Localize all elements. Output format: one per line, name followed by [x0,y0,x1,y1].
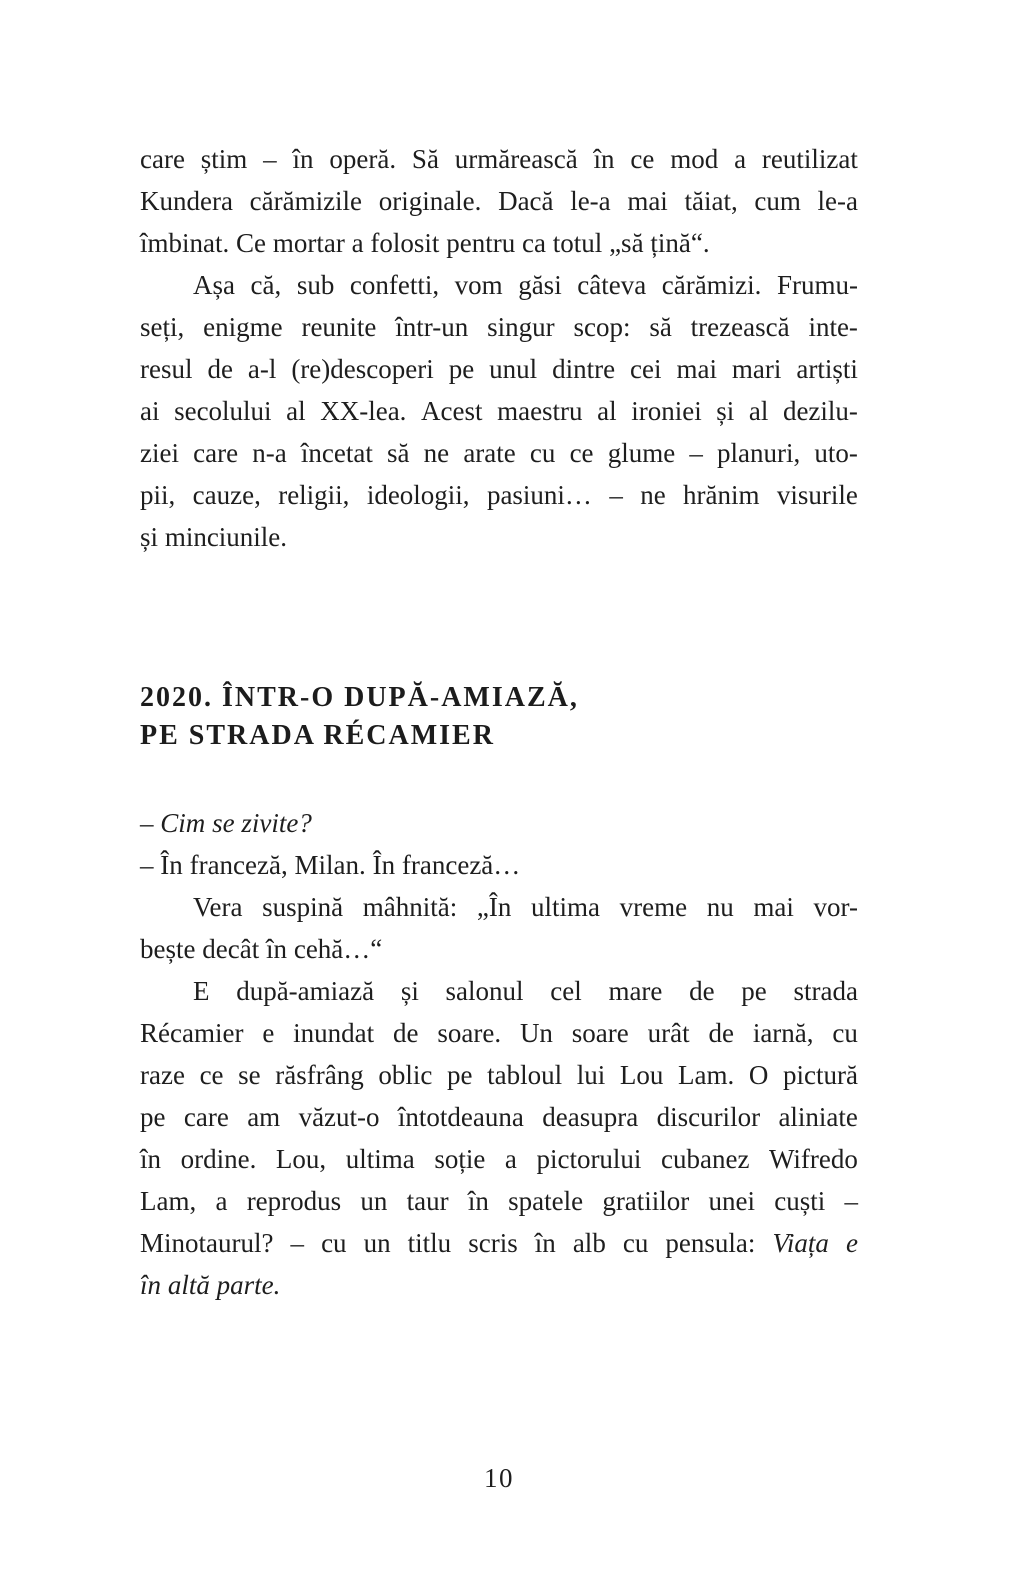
word: urât [647,1018,690,1048]
word: Acest [421,396,483,426]
word: cauze, [192,480,261,510]
text-line [140,348,858,390]
word: a [215,1186,228,1216]
section-heading [140,679,858,755]
word: țină“. [650,228,710,258]
word: ultima [531,892,600,922]
word: și [140,522,159,552]
word: cu [832,1018,858,1048]
paragraph-vera [140,886,858,970]
word: artiști [796,354,858,384]
word: în [140,1144,162,1174]
word: Kundera [140,186,233,216]
word: a-l [247,354,277,384]
word: Milan. [294,850,366,880]
word: soare [571,1018,629,1048]
word: mortar [272,228,345,258]
word: vom [454,270,503,300]
word: unul [489,354,538,384]
word: care [140,144,185,174]
word: glume [607,438,676,468]
word: iarnă, [752,1018,814,1048]
word: pictorului [536,1144,642,1174]
word: îmbinat. [140,228,230,258]
word: mai [627,186,668,216]
word: E [193,976,210,1006]
word: cărămizile [249,186,363,216]
word: al [748,396,769,426]
word: folosit [370,228,440,258]
word: hrănim [683,480,760,510]
word: pictură [782,1060,858,1090]
paragraph-opening [140,138,858,264]
word: într-un [395,312,469,342]
word: inte- [808,312,858,342]
word: uto- [814,438,858,468]
word: tabloul [487,1060,563,1090]
word: știm [200,144,248,174]
word: și [400,976,419,1006]
text-line [140,802,858,844]
word: pe [448,354,475,384]
text-line [140,1012,858,1054]
text-line [140,1096,858,1138]
word: Minotaurul? [140,1228,274,1258]
text-line [140,1054,858,1096]
word: bește [140,934,196,964]
word: cubanez [661,1144,750,1174]
word: lui [576,1060,606,1090]
word: se [212,808,235,838]
word: cu [622,1228,649,1258]
word: reutilizat [761,144,858,174]
word: întotdeauna [397,1102,524,1132]
section-heading-line-2: PE STRADA RÉCAMIER [140,720,495,751]
word: totul [552,228,603,258]
word: XX-lea. [320,396,407,426]
word: În [372,850,396,880]
word: mai [753,892,794,922]
word: cum [754,186,801,216]
word: Cim [160,808,206,838]
section-heading-line-1: 2020. ÎNTR-O DUPĂ-AMIAZĂ, [140,682,579,713]
word: în [593,144,615,174]
word: minciunile. [164,522,288,552]
dialogue-lines [140,802,858,886]
word: suspină [262,892,344,922]
word: resul [140,354,193,384]
word: – [609,480,623,510]
word: al [597,396,617,426]
word: originale. [378,186,482,216]
word: ce [630,144,655,174]
word: ultima [345,1144,415,1174]
word: altă [167,1270,210,1300]
word: vreme [619,892,688,922]
word: confetti, [349,270,440,300]
word: pii, [140,480,176,510]
word: mod [670,144,719,174]
word: – [844,1186,858,1216]
word: În [160,850,183,880]
word: să [649,312,672,342]
word: Să [411,144,439,174]
word: – [140,850,154,880]
word: unei [708,1186,756,1216]
text-line [140,264,858,306]
word: dezilu- [782,396,858,426]
text-line [140,474,858,516]
word: deasupra [542,1102,639,1132]
word: cuști [774,1186,826,1216]
word: – [689,438,703,468]
word: se [238,1060,261,1090]
word: ce [569,438,594,468]
text-line [140,1264,858,1306]
word: cehă…“ [293,934,383,964]
word: în [292,144,314,174]
word: de [393,1018,419,1048]
word: Viața [772,1228,829,1258]
word: în [467,1186,489,1216]
word: soare. [437,1018,502,1048]
word: Vera [193,892,243,922]
word: zivite? [241,808,312,838]
paragraph-confetti [140,264,858,558]
word: mai [676,354,717,384]
word: pasiuni… [486,480,592,510]
word: ce [199,1060,224,1090]
word: mare [608,976,663,1006]
text-line [140,516,858,558]
word: secolului [174,396,272,426]
word: „să [609,228,644,258]
word: (re)descoperi [291,354,434,384]
word: Lam, [140,1186,197,1216]
word: Lou, [275,1144,327,1174]
word: Un [519,1018,553,1048]
word: e [845,1228,858,1258]
text-line [140,1180,858,1222]
word: Lam. [678,1060,735,1090]
text-line [140,1138,858,1180]
page-number: 10 [484,1463,514,1493]
word: cel [550,976,582,1006]
text-line [140,844,858,886]
text-line [140,180,858,222]
word: pentru [446,228,516,258]
word: taur [406,1186,449,1216]
word: a [351,228,364,258]
word: – [140,808,154,838]
word: dintre [552,354,616,384]
word: Lou [619,1060,664,1090]
word: arate [463,438,516,468]
word: scris [468,1228,518,1258]
word: cărămizi. [661,270,762,300]
word: am [247,1102,281,1132]
word: pensula: [665,1228,756,1258]
word: Wifredo [769,1144,858,1174]
word: religii, [278,480,350,510]
word: visurile [776,480,858,510]
word: ca [522,228,546,258]
text-line [140,138,858,180]
word: le-a [570,186,611,216]
word: O [748,1060,769,1090]
word: un [360,1186,388,1216]
word: vor- [813,892,858,922]
word: un [363,1228,391,1258]
text-block [140,138,858,1499]
word: ideologii, [366,480,470,510]
text-line [140,432,858,474]
word: mari [731,354,782,384]
word: operă. [329,144,397,174]
word: răsfrâng [275,1060,364,1090]
word: că, [250,270,282,300]
word: pe [741,976,767,1006]
word: ordine. [180,1144,257,1174]
word: parte. [216,1270,281,1300]
word: le-a [817,186,858,216]
word: ai [140,396,160,426]
word: văzut-o [298,1102,380,1132]
word: inundat [293,1018,375,1048]
word: Ce [236,228,267,258]
word: ziei [140,438,179,468]
word: de [708,1018,734,1048]
word: pe [140,1102,166,1132]
word: care [193,438,239,468]
text-line [140,390,858,432]
word: enigme [203,312,283,342]
word: alb [572,1228,606,1258]
word: decât [202,934,260,964]
word: discurilor [656,1102,761,1132]
text-line [140,222,858,264]
word: Dacă [498,186,554,216]
word: în [140,1270,162,1300]
word: sub [296,270,335,300]
word: franceză… [401,850,521,880]
word: trezească [690,312,790,342]
word: după-amiază [236,976,375,1006]
word: în [266,934,288,964]
word: ironiei [631,396,702,426]
word: seți, [140,312,185,342]
text-line [140,306,858,348]
word: a [734,144,747,174]
word: cu [321,1228,347,1258]
word: reunite [301,312,377,342]
word: de [689,976,715,1006]
word: Frumu- [776,270,858,300]
text-line [140,1222,858,1264]
word: singur [487,312,555,342]
word: ne [423,438,450,468]
word: câteva [577,270,647,300]
word: cei [630,354,662,384]
text-line [140,928,858,970]
paragraph-salon [140,970,858,1306]
word: salonul [445,976,524,1006]
word: în [534,1228,556,1258]
word: soție [434,1144,486,1174]
word: Așa [193,270,235,300]
word: oblic [378,1060,433,1090]
word: planuri, [717,438,801,468]
word: – [263,144,277,174]
word: strada [793,976,858,1006]
word: – [290,1228,305,1258]
text-line [140,886,858,928]
word: raze [140,1060,185,1090]
word: e [262,1018,275,1048]
word: care [183,1102,229,1132]
word: cu [529,438,556,468]
word: mâhnită: [362,892,458,922]
word: Récamier [140,1018,244,1048]
text-line [140,970,858,1012]
word: spatele [508,1186,584,1216]
word: de [207,354,233,384]
word: tăiat, [684,186,738,216]
word: și [716,396,735,426]
word: urmărească [454,144,578,174]
word: maestru [497,396,583,426]
word: scop: [573,312,631,342]
word: titlu [407,1228,452,1258]
word: franceză, [189,850,288,880]
word: „În [476,892,512,922]
word: ne [640,480,666,510]
word: aliniate [778,1102,858,1132]
word: reprodus [246,1186,342,1216]
word: să [387,438,410,468]
word: pe [447,1060,473,1090]
word: gratiilor [602,1186,690,1216]
word: nu [706,892,734,922]
word: al [286,396,306,426]
word: n-a [252,438,287,468]
word: găsi [518,270,562,300]
word: încetat [300,438,373,468]
word: a [504,1144,517,1174]
